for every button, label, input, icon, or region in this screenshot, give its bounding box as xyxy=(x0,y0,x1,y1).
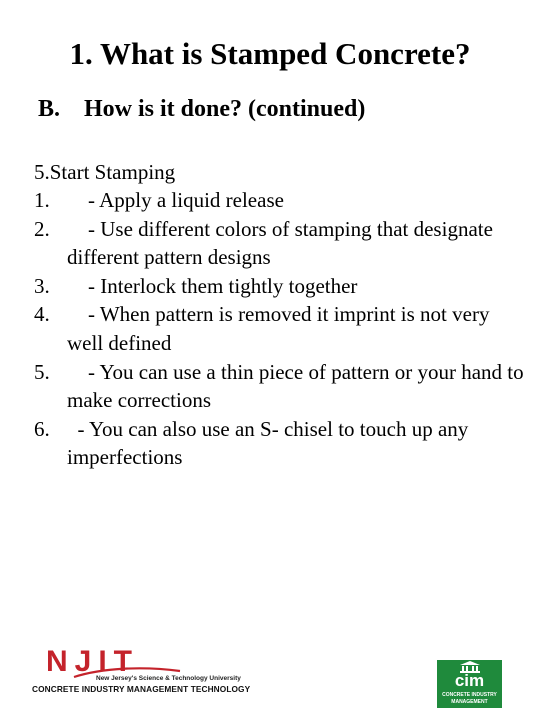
slide-subtitle xyxy=(38,96,365,123)
list-item xyxy=(34,300,524,357)
item-number: 4. xyxy=(34,302,50,327)
cim-logo-line2: MANAGEMENT xyxy=(451,699,488,705)
item-text: - You can use a thin piece of pattern or your hand to make corrections xyxy=(67,359,529,413)
item-text: - You can also use an S- chisel to touch up any imperfections xyxy=(67,416,474,470)
cim-logo xyxy=(437,660,502,708)
item-text: - Interlock them tightly together xyxy=(67,273,358,298)
item-number: 2. xyxy=(34,216,50,241)
njit-tagline: New Jersey's Science & Technology University xyxy=(96,675,241,682)
intro-line: 5.Start Stamping xyxy=(34,160,176,184)
item-number: 6. xyxy=(34,416,50,441)
subtitle-label: B. xyxy=(38,96,61,122)
item-number: 5. xyxy=(34,359,50,384)
item-text: - Apply a liquid release xyxy=(67,188,284,212)
cim-logo-line1: CONCRETE INDUSTRY xyxy=(442,692,497,698)
list-item xyxy=(34,186,524,215)
item-text: - When pattern is removed it imprint is not very well defined xyxy=(67,302,495,355)
subtitle-text: How is it done? (continued) xyxy=(84,96,366,122)
item-text: - Use different colors of stamping that designate different pattern designs xyxy=(67,216,499,270)
slide-title: 1. What is Stamped Concrete? xyxy=(69,36,471,71)
cim-logo-letters: cim xyxy=(454,671,485,690)
list-item xyxy=(34,272,524,301)
njit-logo xyxy=(32,646,272,696)
item-number: 1. xyxy=(34,188,50,212)
list-item xyxy=(34,358,529,415)
njit-program-name: CONCRETE INDUSTRY MANAGEMENT TECHNOLOGY xyxy=(32,684,251,694)
njit-logo-letters: NJIT xyxy=(46,645,140,678)
list-item xyxy=(34,415,524,472)
list-item xyxy=(34,215,524,272)
steps-list xyxy=(34,186,529,472)
item-number: 3. xyxy=(34,273,50,298)
